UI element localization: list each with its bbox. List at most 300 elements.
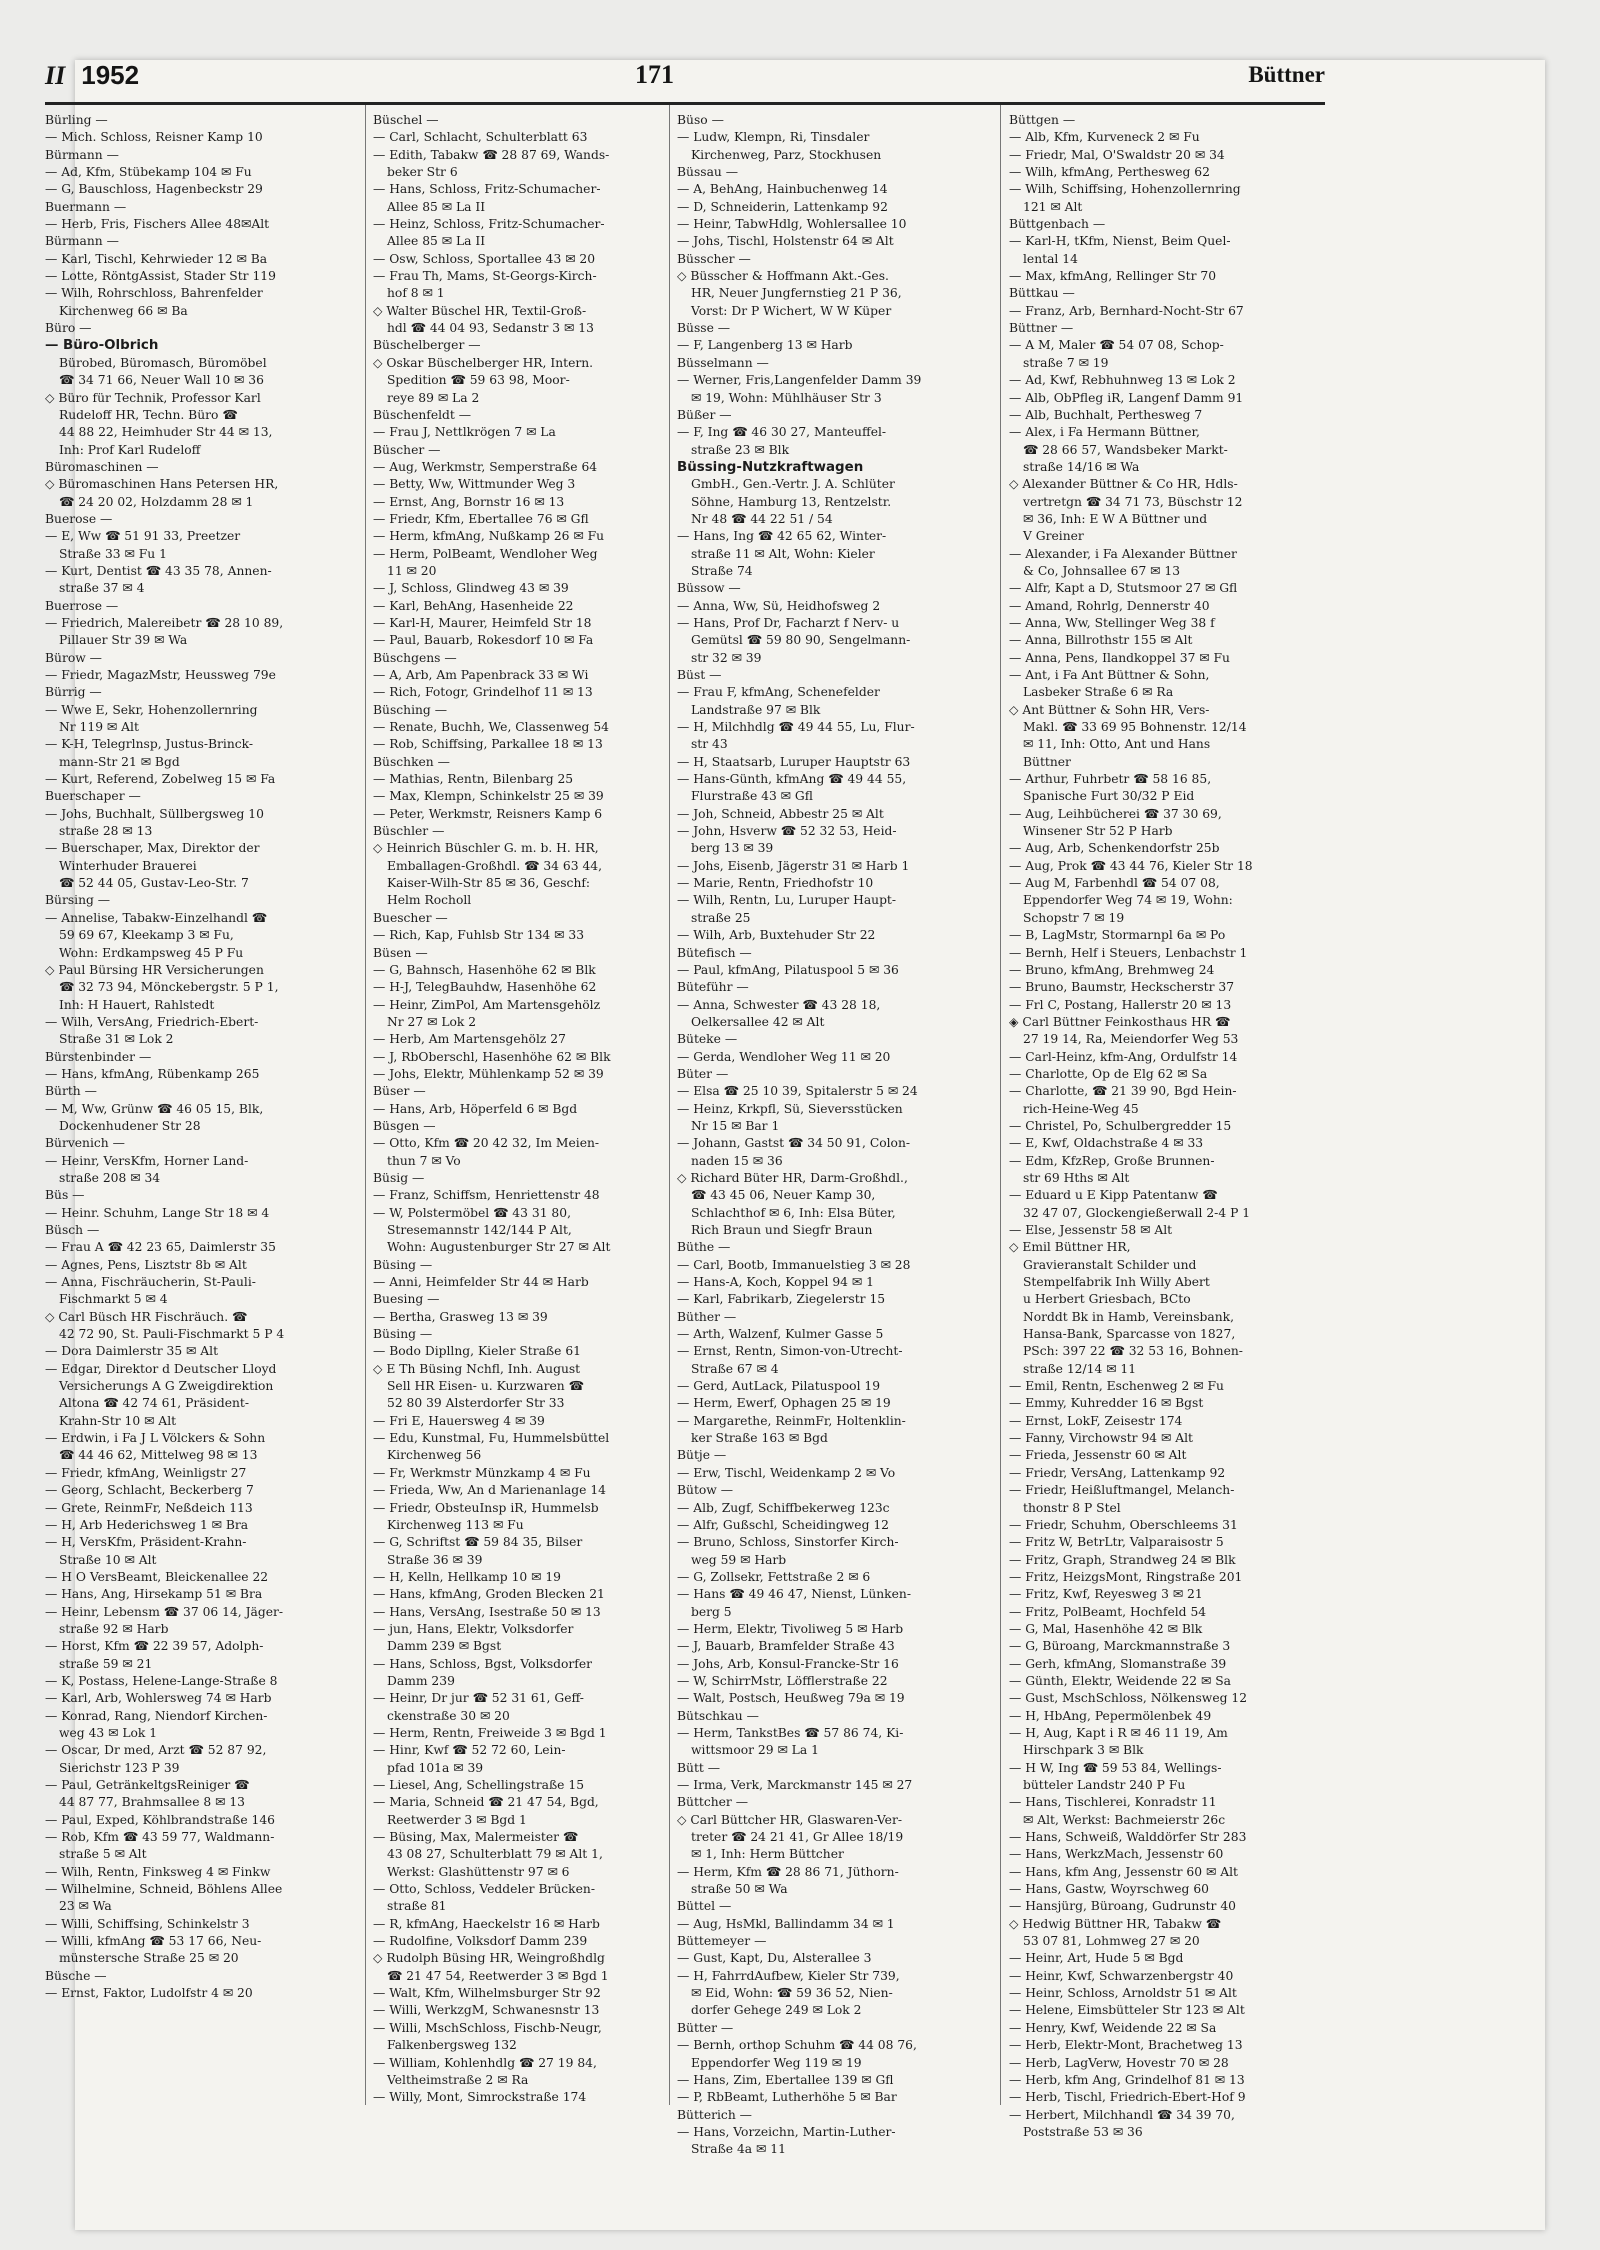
- volume-year: 1952: [81, 60, 140, 90]
- directory-entry-line: — Hans-A, Koch, Koppel 94 ✉ 1: [677, 1275, 874, 1290]
- directory-entry-line: — Hans, Schloss, Fritz-Schumacher-: [373, 182, 601, 197]
- directory-entry-line: naden 15 ✉ 36: [691, 1153, 783, 1168]
- directory-entry-line: — Bruno, Schloss, Sinstorfer Kirch-: [677, 1535, 899, 1550]
- directory-entry-line: Büsig —: [373, 1170, 425, 1185]
- directory-entry-line: Veltheimstraße 2 ✉ Ra: [387, 2072, 529, 2087]
- directory-entry-line: — Friedr, Mal, O'Swaldstr 20 ✉ 34: [1009, 147, 1225, 162]
- directory-entry-line: — Wilh, Arb, Buxtehuder Str 22: [677, 928, 876, 943]
- directory-entry-line: — Friedr, Schuhm, Oberschleems 31: [1009, 1517, 1238, 1532]
- directory-entry-line: — Kurt, Referend, Zobelweg 15 ✉ Fa: [45, 772, 276, 787]
- directory-entry-line: 44 87 77, Brahmsallee 8 ✉ 13: [59, 1795, 245, 1810]
- directory-entry-line: — Herm, Elektr, Tivoliweg 5 ✉ Harb: [677, 1621, 904, 1636]
- directory-entry-line: Büro —: [45, 321, 92, 336]
- directory-entry-line: Büsing —: [373, 1327, 433, 1342]
- directory-entry-line: — Edith, Tabakw ☎ 28 87 69, Wands-: [373, 147, 610, 162]
- directory-entry-line: Straße 4a ✉ 11: [691, 2142, 786, 2157]
- directory-entry-line: berg 5: [691, 1604, 732, 1619]
- directory-entry-line: Damm 239 ✉ Bgst: [387, 1639, 502, 1654]
- directory-entry-line: 23 ✉ Wa: [59, 1899, 112, 1914]
- directory-entry-line: Büthe —: [677, 1240, 731, 1255]
- directory-entry-line: — F, Ing ☎ 46 30 27, Manteuffel-: [677, 425, 887, 440]
- directory-entry-line: straße 25: [691, 910, 751, 925]
- directory-entry-line: — John, Hsverw ☎ 52 32 53, Heid-: [677, 824, 897, 839]
- directory-entry-line: — Carl, Schlacht, Schulterblatt 63: [373, 130, 588, 145]
- directory-entry-line: — Büro-Olbrich: [45, 338, 159, 354]
- directory-entry-line: straße 81: [387, 1899, 447, 1914]
- directory-entry-line: — Fanny, Virchowstr 94 ✉ Alt: [1009, 1431, 1193, 1446]
- directory-entry-line: str 32 ✉ 39: [691, 650, 762, 665]
- directory-entry-line: Büschel —: [373, 113, 439, 127]
- volume-marker: [45, 60, 139, 91]
- directory-entry-line: — Frau Th, Mams, St-Georgs-Kirch-: [373, 269, 597, 284]
- directory-entry-line: — Herm, Rentn, Freiweide 3 ✉ Bgd 1: [373, 1725, 607, 1740]
- directory-entry-line: — Anna, Billrothstr 155 ✉ Alt: [1009, 633, 1193, 648]
- volume-roman: II: [45, 61, 66, 90]
- directory-entry-line: — W, Polstermöbel ☎ 43 31 80,: [373, 1205, 571, 1220]
- directory-entry-line: — Mich. Schloss, Reisner Kamp 10: [45, 130, 263, 145]
- directory-entry-line: — G, Büroang, Marckmannstraße 3: [1009, 1639, 1231, 1654]
- directory-entry-line: — Hans, kfm Ang, Jessenstr 60 ✉ Alt: [1009, 1864, 1238, 1879]
- directory-entry-line: thonstr 8 P Stel: [1023, 1500, 1121, 1515]
- directory-entry-line: Büschelberger —: [373, 338, 481, 353]
- directory-entry-line: Büromaschinen —: [45, 459, 159, 474]
- directory-entry-line: Stresemannstr 142/144 P Alt,: [387, 1223, 572, 1237]
- directory-entry-line: — Herb, Tischl, Friedrich-Ebert-Hof 9: [1009, 2090, 1246, 2105]
- directory-entry-line: — Erdwin, i Fa J L Völckers & Sohn: [45, 1431, 266, 1446]
- directory-entry-line: Kirchenweg 113 ✉ Fu: [387, 1517, 524, 1532]
- directory-entry-line: — Gust, Kapt, Du, Alsterallee 3: [677, 1951, 872, 1966]
- directory-entry-line: — Hans, Prof Dr, Facharzt f Nerv- u: [677, 615, 900, 630]
- directory-entry-line: — Paul, GetränkeltgsReiniger ☎: [45, 1778, 250, 1792]
- directory-entry-line: — H-J, TelegBauhdw, Hasenhöhe 62: [373, 980, 597, 995]
- directory-entry-line: — Ludw, Klempn, Ri, Tinsdaler: [677, 130, 870, 145]
- directory-entry-line: Straße 67 ✉ 4: [691, 1361, 779, 1376]
- directory-entry-line: Büschken —: [373, 754, 450, 769]
- directory-entry-line: ◇ Walter Büschel HR, Textil-Groß-: [373, 303, 587, 318]
- directory-entry-line: beker Str 6: [387, 165, 458, 180]
- directory-entry-line: Bürobed, Büromasch, Büromöbel: [59, 355, 267, 370]
- directory-entry-line: — Charlotte, Op de Elg 62 ✉ Sa: [1009, 1066, 1208, 1081]
- directory-entry-line: 53 07 81, Lohmweg 27 ✉ 20: [1023, 1934, 1200, 1949]
- directory-entry-line: Büßer —: [677, 407, 732, 422]
- directory-entry-line: straße 59 ✉ 21: [59, 1656, 153, 1671]
- directory-entry-line: — Alb, ObPfleg iR, Langenf Damm 91: [1009, 390, 1244, 405]
- directory-entry-line: — Edm, KfzRep, Große Brunnen-: [1009, 1153, 1215, 1168]
- directory-column-2: [373, 112, 675, 2107]
- directory-entry-line: — Bertha, Grasweg 13 ✉ 39: [373, 1309, 548, 1324]
- directory-entry-line: Büsse —: [677, 321, 731, 336]
- directory-entry-line: Büsing —: [373, 1257, 433, 1272]
- directory-entry-line: Altona ☎ 42 74 61, Präsident-: [59, 1396, 250, 1411]
- directory-entry-line: — Heinz, Schloss, Fritz-Schumacher-: [373, 217, 605, 232]
- directory-entry-line: ◇ Carl Büsch HR Fischräuch. ☎: [45, 1309, 248, 1324]
- directory-entry-line: straße 92 ✉ Harb: [59, 1621, 169, 1636]
- directory-entry-line: — Heinr, Kwf, Schwarzenbergstr 40: [1009, 1968, 1234, 1983]
- directory-entry-line: Buerose —: [45, 511, 113, 526]
- directory-entry-line: — Hans ☎ 49 46 47, Nienst, Lünken-: [677, 1587, 911, 1602]
- directory-entry-line: — Gerh, kfmAng, Slomanstraße 39: [1009, 1656, 1227, 1671]
- directory-entry-line: — Frau F, kfmAng, Schenefelder: [677, 685, 880, 700]
- directory-entry-line: — Alb, Buchhalt, Perthesweg 7: [1009, 407, 1203, 422]
- directory-entry-line: — Bodo Dipllng, Kieler Straße 61: [373, 1344, 581, 1359]
- directory-entry-line: ✉ 36, Inh: E W A Büttner und: [1023, 511, 1208, 526]
- directory-entry-line: — Alb, Zugf, Schiffbekerweg 123c: [677, 1500, 890, 1515]
- directory-entry-line: Büsgen —: [373, 1118, 436, 1133]
- directory-entry-line: Straße 10 ✉ Alt: [59, 1552, 157, 1567]
- directory-entry-line: — Hans, kfmAng, Groden Blecken 21: [373, 1587, 605, 1602]
- directory-entry-line: — Karl, Tischl, Kehrwieder 12 ✉ Ba: [45, 251, 268, 266]
- directory-entry-line: — Max, kfmAng, Rellinger Str 70: [1009, 269, 1217, 284]
- directory-entry-line: Bütt —: [677, 1760, 721, 1775]
- directory-entry-line: — Friedr, kfmAng, Weinligstr 27: [45, 1465, 247, 1480]
- directory-entry-line: Bürth —: [45, 1084, 97, 1099]
- directory-entry-line: Büttemeyer —: [677, 1934, 767, 1949]
- directory-entry-line: Bürmann —: [45, 234, 119, 249]
- directory-entry-line: Dockenhudener Str 28: [59, 1118, 201, 1133]
- directory-entry-line: ◇ E Th Büsing Nchfl, Inh. August: [373, 1361, 581, 1376]
- directory-entry-line: 42 72 90, St. Pauli-Fischmarkt 5 P 4: [59, 1327, 285, 1342]
- directory-entry-line: Büsscher —: [677, 251, 751, 266]
- directory-entry-line: — K-H, Telegrlnsp, Justus-Brinck-: [45, 737, 254, 752]
- directory-entry-line: Poststraße 53 ✉ 36: [1023, 2124, 1143, 2139]
- directory-entry-line: — Rudolfine, Volksdorf Damm 239: [373, 1934, 588, 1949]
- directory-entry-line: str 43: [691, 737, 728, 752]
- directory-entry-line: — H, Arb Hederichsweg 1 ✉ Bra: [45, 1517, 249, 1532]
- directory-entry-line: — Charlotte, ☎ 21 39 90, Bgd Hein-: [1009, 1084, 1237, 1099]
- directory-entry-line: Winsener Str 52 P Harb: [1023, 824, 1173, 839]
- directory-entry-line: ✉ 19, Wohn: Mühlhäuser Str 3: [691, 390, 882, 405]
- directory-entry-line: Makl. ☎ 33 69 95 Bohnenstr. 12/14: [1023, 720, 1247, 735]
- directory-entry-line: rich-Heine-Weg 45: [1023, 1101, 1139, 1116]
- directory-entry-line: Sierichstr 123 P 39: [59, 1760, 180, 1775]
- directory-entry-line: 52 80 39 Alsterdorfer Str 33: [387, 1396, 565, 1411]
- directory-entry-line: ◇ Alexander Büttner & Co HR, Hdls-: [1009, 477, 1238, 492]
- directory-entry-line: — K, Postass, Helene-Lange-Straße 8: [45, 1673, 278, 1688]
- header-rule: [45, 102, 1325, 105]
- directory-entry-line: 43 08 27, Schulterblatt 79 ✉ Alt 1,: [387, 1847, 603, 1862]
- directory-entry-line: — Emmy, Kuhredder 16 ✉ Bgst: [1009, 1396, 1204, 1411]
- directory-entry-line: Allee 85 ✉ La II: [387, 234, 486, 249]
- directory-entry-line: — Maria, Schneid ☎ 21 47 54, Bgd,: [373, 1795, 599, 1810]
- directory-entry-line: Sell HR Eisen- u. Kurzwaren ☎: [387, 1379, 584, 1394]
- directory-entry-line: lental 14: [1023, 251, 1078, 266]
- directory-entry-line: — Friedrich, Malereibetr ☎ 28 10 89,: [45, 615, 284, 630]
- directory-entry-line: dorfer Gehege 249 ✉ Lok 2: [691, 2003, 862, 2018]
- directory-entry-line: — Helene, Eimsbütteler Str 123 ✉ Alt: [1009, 2003, 1245, 2018]
- directory-entry-line: — Johs, Elektr, Mühlenkamp 52 ✉ 39: [373, 1066, 604, 1081]
- directory-entry-line: — Ernst, LokF, Zeisestr 174: [1009, 1413, 1183, 1428]
- directory-entry-line: — Rich, Kap, Fuhlsb Str 134 ✉ 33: [373, 928, 585, 943]
- directory-entry-line: — Alfr, Gußschl, Scheidingweg 12: [677, 1517, 890, 1532]
- directory-entry-line: — Friedr, VersAng, Lattenkamp 92: [1009, 1465, 1226, 1480]
- directory-entry-line: ☎ 24 20 02, Holzdamm 28 ✉ 1: [59, 494, 254, 509]
- directory-entry-line: — Otto, Schloss, Veddeler Brücken-: [373, 1882, 595, 1897]
- directory-entry-line: ◈ Carl Büttner Feinkosthaus HR ☎: [1009, 1014, 1231, 1029]
- directory-entry-line: — Gust, MschSchloss, Nölkensweg 12: [1009, 1691, 1248, 1706]
- directory-entry-line: Büso —: [677, 113, 724, 127]
- directory-entry-line: — Heinr, TabwHdlg, Wohlersallee 10: [677, 217, 907, 232]
- directory-entry-line: Gemütsl ☎ 59 80 90, Sengelmann-: [691, 633, 911, 648]
- directory-entry-line: berg 13 ✉ 39: [691, 841, 774, 856]
- directory-entry-line: münstersche Straße 25 ✉ 20: [59, 1951, 239, 1966]
- directory-entry-line: Bürstenbinder —: [45, 1049, 152, 1064]
- directory-entry-line: — Karl, Arb, Wohlersweg 74 ✉ Harb: [45, 1691, 272, 1706]
- directory-entry-line: — Ad, Kwf, Rebhuhnweg 13 ✉ Lok 2: [1009, 373, 1236, 388]
- directory-entry-line: — Osw, Schloss, Sportallee 43 ✉ 20: [373, 251, 596, 266]
- directory-entry-line: — Eduard u E Kipp Patentanw ☎: [1009, 1188, 1218, 1203]
- directory-entry-line: Bütschkau —: [677, 1708, 759, 1723]
- directory-entry-line: — Hans, Tischlerei, Konradstr 11: [1009, 1795, 1217, 1810]
- directory-entry-line: — Herb, Elektr-Mont, Brachetweg 13: [1009, 2038, 1243, 2053]
- directory-entry-line: Büschgens —: [373, 650, 457, 665]
- directory-entry-line: — Rob, Schiffsing, Parkallee 18 ✉ 13: [373, 737, 603, 752]
- directory-entry-line: straße 5 ✉ Alt: [59, 1847, 147, 1862]
- directory-entry-line: Kirchenweg 66 ✉ Ba: [59, 303, 188, 318]
- directory-entry-line: Büs —: [45, 1188, 85, 1203]
- directory-entry-line: — Willi, MschSchloss, Fischb-Neugr,: [373, 2020, 602, 2035]
- directory-entry-line: — Walt, Kfm, Wilhelmsburger Str 92: [373, 1986, 601, 2001]
- directory-entry-line: ✉ Eid, Wohn: ☎ 59 36 52, Nien-: [691, 1986, 893, 2001]
- directory-entry-line: HR, Neuer Jungfernstieg 21 P 36,: [691, 286, 902, 301]
- directory-entry-line: straße 7 ✉ 19: [1023, 355, 1109, 370]
- directory-entry-line: Buesing —: [373, 1292, 440, 1307]
- directory-entry-line: — Wilhelmine, Schneid, Böhlens Allee: [45, 1882, 283, 1897]
- directory-entry-line: Büst —: [677, 668, 722, 682]
- directory-entry-line: Wohn: Erdkampsweg 45 P Fu: [59, 945, 244, 960]
- directory-entry-line: Bürsing —: [45, 893, 111, 908]
- directory-entry-line: Buerrose —: [45, 598, 119, 613]
- directory-entry-line: 11 ✉ 20: [387, 563, 437, 578]
- directory-entry-line: — R, kfmAng, Haeckelstr 16 ✉ Harb: [373, 1916, 600, 1931]
- directory-entry-line: — Hansjürg, Büroang, Gudrunstr 40: [1009, 1899, 1236, 1914]
- directory-entry-line: — Büsing, Max, Malermeister ☎: [373, 1830, 579, 1845]
- directory-entry-line: — Bruno, kfmAng, Brehmweg 24: [1009, 962, 1215, 977]
- directory-entry-line: — Betty, Ww, Wittmunder Weg 3: [373, 477, 576, 492]
- directory-entry-line: Inh: H Hauert, Rahlstedt: [59, 997, 215, 1012]
- directory-entry-line: Helm Rocholl: [387, 893, 472, 908]
- directory-entry-line: — H O VersBeamt, Bleickenallee 22: [45, 1569, 269, 1584]
- directory-entry-line: — Hans, kfmAng, Rübenkamp 265: [45, 1066, 260, 1081]
- directory-entry-line: — W, SchirrMstr, Löfflerstraße 22: [677, 1673, 888, 1688]
- directory-entry-line: 44 88 22, Heimhuder Str 44 ✉ 13,: [59, 425, 273, 440]
- directory-entry-line: — H, Milchhdlg ☎ 49 44 55, Lu, Flur-: [677, 720, 915, 735]
- directory-entry-line: — Hans, Vorzeichn, Martin-Luther-: [677, 2124, 896, 2139]
- directory-entry-line: — Horst, Kfm ☎ 22 39 57, Adolph-: [45, 1639, 264, 1654]
- directory-entry-line: — Ernst, Rentn, Simon-von-Utrecht-: [677, 1344, 903, 1359]
- directory-entry-line: — Franz, Schiffsm, Henriettenstr 48: [373, 1188, 600, 1203]
- directory-entry-line: — Ant, i Fa Ant Büttner & Sohn,: [1009, 668, 1210, 682]
- directory-entry-line: Rudeloff HR, Techn. Büro ☎: [59, 407, 238, 422]
- directory-entry-line: — Rich, Fotogr, Grindelhof 11 ✉ 13: [373, 685, 593, 700]
- directory-entry-line: ☎ 32 73 94, Mönckebergstr. 5 P 1,: [59, 980, 279, 995]
- directory-entry-line: V Greiner: [1023, 529, 1084, 544]
- directory-entry-line: Bütterich —: [677, 2107, 752, 2122]
- directory-entry-line: — G, Bahnsch, Hasenhöhe 62 ✉ Blk: [373, 962, 596, 977]
- directory-entry-line: — Johs, Eisenb, Jägerstr 31 ✉ Harb 1: [677, 858, 910, 873]
- directory-entry-line: — J, Bauarb, Bramfelder Straße 43: [677, 1639, 895, 1654]
- directory-entry-line: Spedition ☎ 59 63 98, Moor-: [387, 373, 570, 388]
- directory-entry-line: Büssow —: [677, 581, 741, 596]
- directory-entry-line: straße 208 ✉ 34: [59, 1170, 161, 1185]
- directory-entry-line: & Co, Johnsallee 67 ✉ 13: [1023, 563, 1181, 578]
- directory-entry-line: ◇ Ant Büttner & Sohn HR, Vers-: [1009, 702, 1210, 717]
- directory-entry-line: — Günth, Elektr, Weidende 22 ✉ Sa: [1009, 1673, 1231, 1688]
- directory-entry-line: — G, Zollsekr, Fettstraße 2 ✉ 6: [677, 1569, 871, 1584]
- directory-entry-line: Bürvenich —: [45, 1136, 125, 1151]
- directory-entry-line: — Frau A ☎ 42 23 65, Daimlerstr 35: [45, 1240, 276, 1255]
- directory-entry-line: — Carl, Bootb, Immanuelstieg 3 ✉ 28: [677, 1257, 911, 1272]
- directory-entry-line: — Aug, HsMkl, Ballindamm 34 ✉ 1: [677, 1916, 895, 1931]
- directory-entry-line: — Amand, Rohrlg, Dennerstr 40: [1009, 598, 1210, 613]
- directory-entry-line: — Wilh, Schiffsing, Hohenzollernring: [1009, 182, 1241, 197]
- directory-entry-line: Emballagen-Großhdl. ☎ 34 63 44,: [387, 858, 603, 873]
- directory-entry-line: weg 59 ✉ Harb: [691, 1552, 787, 1567]
- directory-entry-line: — Christel, Po, Schulbergredder 15: [1009, 1118, 1232, 1133]
- directory-entry-line: — Willy, Mont, Simrockstraße 174: [373, 2090, 587, 2105]
- directory-entry-line: — Paul, kfmAng, Pilatuspool 5 ✉ 36: [677, 962, 899, 977]
- directory-entry-line: — Heinr. Schuhm, Lange Str 18 ✉ 4: [45, 1205, 270, 1220]
- directory-entry-line: ◇ Büsscher & Hoffmann Akt.-Ges.: [677, 269, 889, 284]
- directory-entry-line: ☎ 52 44 05, Gustav-Leo-Str. 7: [59, 876, 249, 891]
- directory-entry-line: — Hans, Ing ☎ 42 65 62, Winter-: [677, 529, 887, 544]
- directory-entry-line: ✉ Alt, Werkst: Bachmeierstr 26c: [1023, 1812, 1226, 1827]
- directory-entry-line: — Friedr, Kfm, Ebertallee 76 ✉ Gfl: [373, 511, 589, 526]
- directory-entry-line: pfad 101a ✉ 39: [387, 1760, 484, 1775]
- directory-entry-line: str 69 Hths ✉ Alt: [1023, 1170, 1130, 1185]
- directory-entry-line: — Ad, Kfm, Stübekamp 104 ✉ Fu: [45, 165, 252, 180]
- directory-entry-line: — Anna, Schwester ☎ 43 28 18,: [677, 997, 881, 1012]
- directory-entry-line: Bürow —: [45, 650, 102, 665]
- directory-entry-line: — Heinr, ZimPol, Am Martensgehölz: [373, 997, 601, 1012]
- directory-entry-line: — Heinr, Art, Hude 5 ✉ Bgd: [1009, 1951, 1184, 1966]
- directory-entry-line: Büteke —: [677, 1032, 738, 1047]
- directory-entry-line: Büschenfeldt —: [373, 407, 472, 422]
- directory-entry-line: — B, LagMstr, Stormarnpl 6a ✉ Po: [1009, 928, 1226, 943]
- directory-entry-line: straße 50 ✉ Wa: [691, 1882, 788, 1897]
- directory-entry-line: ✉ 11, Inh: Otto, Ant und Hans: [1023, 737, 1211, 752]
- directory-entry-line: Norddt Bk in Hamb, Vereinsbank,: [1023, 1309, 1235, 1324]
- directory-entry-line: Straße 36 ✉ 39: [387, 1552, 483, 1567]
- directory-entry-line: — A, BehAng, Hainbuchenweg 14: [677, 182, 888, 197]
- directory-entry-line: ◇ Emil Büttner HR,: [1009, 1240, 1131, 1255]
- directory-entry-line: — Hans, Gastw, Woyrschweg 60: [1009, 1882, 1209, 1897]
- directory-entry-line: Bütefisch —: [677, 945, 752, 960]
- directory-entry-line: Straße 74: [691, 563, 753, 578]
- directory-entry-line: Kirchenweg, Parz, Stockhusen: [691, 147, 882, 162]
- directory-entry-line: Winterhuder Brauerei: [59, 858, 197, 873]
- directory-entry-line: — Herm, PolBeamt, Wendloher Weg: [373, 546, 598, 561]
- directory-entry-line: — Frau J, Nettlkrögen 7 ✉ La: [373, 425, 556, 440]
- directory-entry-line: u Herbert Griesbach, BCto: [1023, 1292, 1191, 1307]
- directory-entry-line: — J, Schloss, Glindweg 43 ✉ 39: [373, 581, 569, 596]
- directory-entry-line: ◇ Büro für Technik, Professor Karl: [45, 390, 261, 405]
- directory-entry-line: — Werner, Fris,Langenfelder Damm 39: [677, 373, 922, 388]
- directory-entry-line: — Johs, Arb, Konsul-Francke-Str 16: [677, 1656, 899, 1671]
- directory-entry-line: — Herm, Kfm ☎ 28 86 71, Jüthorn-: [677, 1864, 899, 1879]
- directory-entry-line: GmbH., Gen.-Vertr. J. A. Schlüter: [691, 477, 895, 492]
- directory-entry-line: — J, RbOberschl, Hasenhöhe 62 ✉ Blk: [373, 1049, 611, 1064]
- directory-entry-line: Hirschpark 3 ✉ Blk: [1023, 1743, 1144, 1758]
- directory-entry-line: Vorst: Dr P Wichert, W W Küper: [691, 303, 892, 318]
- directory-entry-line: — Alexander, i Fa Alexander Büttner: [1009, 546, 1237, 561]
- directory-entry-line: — Herb, LagVerw, Hovestr 70 ✉ 28: [1009, 2055, 1229, 2070]
- directory-entry-line: — Lotte, RöntgAssist, Stader Str 119: [45, 269, 276, 284]
- directory-entry-line: — Ernst, Faktor, Ludolfstr 4 ✉ 20: [45, 1986, 253, 2001]
- directory-entry-line: — Fritz, HeizgsMont, Ringstraße 201: [1009, 1569, 1243, 1584]
- directory-entry-line: ☎ 21 47 54, Reetwerder 3 ✉ Bgd 1: [387, 1968, 609, 1983]
- directory-entry-line: — Bruno, Baumstr, Heckscherstr 37: [1009, 980, 1235, 995]
- directory-entry-line: Nr 27 ✉ Lok 2: [387, 1014, 477, 1029]
- directory-entry-line: — Heinr, Dr jur ☎ 52 31 61, Geff-: [373, 1691, 584, 1706]
- directory-entry-line: — Anna, Ww, Stellinger Weg 38 f: [1009, 615, 1215, 630]
- column-divider: [1000, 105, 1001, 2105]
- directory-entry-line: — Herb, kfm Ang, Grindelhof 81 ✉ 13: [1009, 2072, 1245, 2087]
- directory-entry-line: — Heinz, Krkpfl, Sü, Sieversstücken: [677, 1101, 903, 1116]
- directory-entry-line: Kirchenweg 56: [387, 1448, 482, 1463]
- directory-entry-line: — Edgar, Direktor d Deutscher Lloyd: [45, 1361, 277, 1376]
- directory-entry-line: — Paul, Bauarb, Rokesdorf 10 ✉ Fa: [373, 633, 594, 648]
- directory-entry-line: Büttner —: [1009, 321, 1074, 336]
- directory-entry-line: Kaiser-Wilh-Str 85 ✉ 36, Geschf:: [387, 876, 591, 891]
- directory-entry-line: — Konrad, Rang, Niendorf Kirchen-: [45, 1708, 268, 1723]
- directory-entry-line: — Annelise, Tabakw-Einzelhandl ☎: [45, 910, 268, 925]
- directory-entry-line: — Willi, kfmAng ☎ 53 17 66, Neu-: [45, 1934, 262, 1949]
- directory-entry-line: Büschler —: [373, 824, 445, 839]
- directory-entry-line: — Bernh, orthop Schuhm ☎ 44 08 76,: [677, 2038, 917, 2053]
- directory-entry-line: — Friedr, Heißluftmangel, Melanch-: [1009, 1483, 1235, 1498]
- directory-entry-line: — Karl-H, tKfm, Nienst, Beim Quel-: [1009, 234, 1231, 249]
- directory-entry-line: — Alb, Kfm, Kurveneck 2 ✉ Fu: [1009, 130, 1200, 145]
- directory-entry-line: straße 12/14 ✉ 11: [1023, 1361, 1137, 1376]
- directory-entry-line: — Otto, Kfm ☎ 20 42 32, Im Meien-: [373, 1136, 600, 1151]
- directory-entry-line: ☎ 44 46 62, Mittelweg 98 ✉ 13: [59, 1448, 258, 1463]
- directory-column-3: [677, 112, 979, 2157]
- directory-entry-line: Inh: Prof Karl Rudeloff: [59, 442, 201, 457]
- directory-entry-line: Allee 85 ✉ La II: [387, 199, 486, 214]
- directory-entry-line: — H, Staatsarb, Luruper Hauptstr 63: [677, 754, 911, 769]
- directory-entry-line: — Gerd, AutLack, Pilatuspool 19: [677, 1379, 881, 1394]
- directory-entry-line: — Margarethe, ReinmFr, Holtenklin-: [677, 1413, 906, 1428]
- directory-entry-line: Büttner: [1023, 754, 1071, 769]
- directory-entry-line: Flurstraße 43 ✉ Gfl: [691, 789, 813, 804]
- directory-entry-line: Pillauer Str 39 ✉ Wa: [59, 633, 188, 648]
- directory-entry-line: Wohn: Augustenburger Str 27 ✉ Alt: [387, 1240, 611, 1255]
- directory-entry-line: — Joh, Schneid, Abbestr 25 ✉ Alt: [677, 806, 884, 821]
- directory-entry-line: — Renate, Buchh, We, Classenweg 54: [373, 720, 609, 735]
- directory-entry-line: — Wilh, Rentn, Lu, Luruper Haupt-: [677, 893, 897, 908]
- directory-entry-line: — H, HbAng, Pepermölenbek 49: [1009, 1708, 1212, 1723]
- directory-entry-line: Fischmarkt 5 ✉ 4: [59, 1292, 168, 1307]
- directory-entry-line: 121 ✉ Alt: [1023, 199, 1083, 214]
- directory-entry-line: — Walt, Postsch, Heußweg 79a ✉ 19: [677, 1691, 905, 1706]
- directory-entry-line: — Herm, kfmAng, Nußkamp 26 ✉ Fu: [373, 529, 605, 544]
- directory-entry-line: — jun, Hans, Elektr, Volksdorfer: [373, 1621, 574, 1636]
- directory-entry-line: vertretgn ☎ 34 71 73, Büschstr 12: [1023, 494, 1243, 509]
- directory-entry-line: Nr 48 ☎ 44 22 51 / 54: [691, 511, 833, 526]
- directory-entry-line: — Heinr, Lebensm ☎ 37 06 14, Jäger-: [45, 1604, 284, 1619]
- directory-entry-line: — Arth, Walzenf, Kulmer Gasse 5: [677, 1327, 884, 1342]
- directory-entry-line: Bütje —: [677, 1448, 727, 1463]
- directory-entry-line: — Friedr, ObsteuInsp iR, Hummelsb: [373, 1500, 599, 1515]
- running-head-keyword: Büttner: [1248, 62, 1325, 87]
- directory-entry-line: — Agnes, Pens, Lisztstr 8b ✉ Alt: [45, 1257, 247, 1272]
- directory-entry-line: — Frl C, Postang, Hallerstr 20 ✉ 13: [1009, 997, 1232, 1012]
- directory-entry-line: ☎ 43 45 06, Neuer Kamp 30,: [691, 1188, 876, 1203]
- directory-entry-line: — Aug, Werkmstr, Semperstraße 64: [373, 459, 598, 474]
- directory-entry-line: Nr 119 ✉ Alt: [59, 720, 139, 735]
- directory-entry-line: — Mathias, Rentn, Bilenbarg 25: [373, 772, 574, 787]
- directory-entry-line: — E, Kwf, Oldachstraße 4 ✉ 33: [1009, 1136, 1204, 1151]
